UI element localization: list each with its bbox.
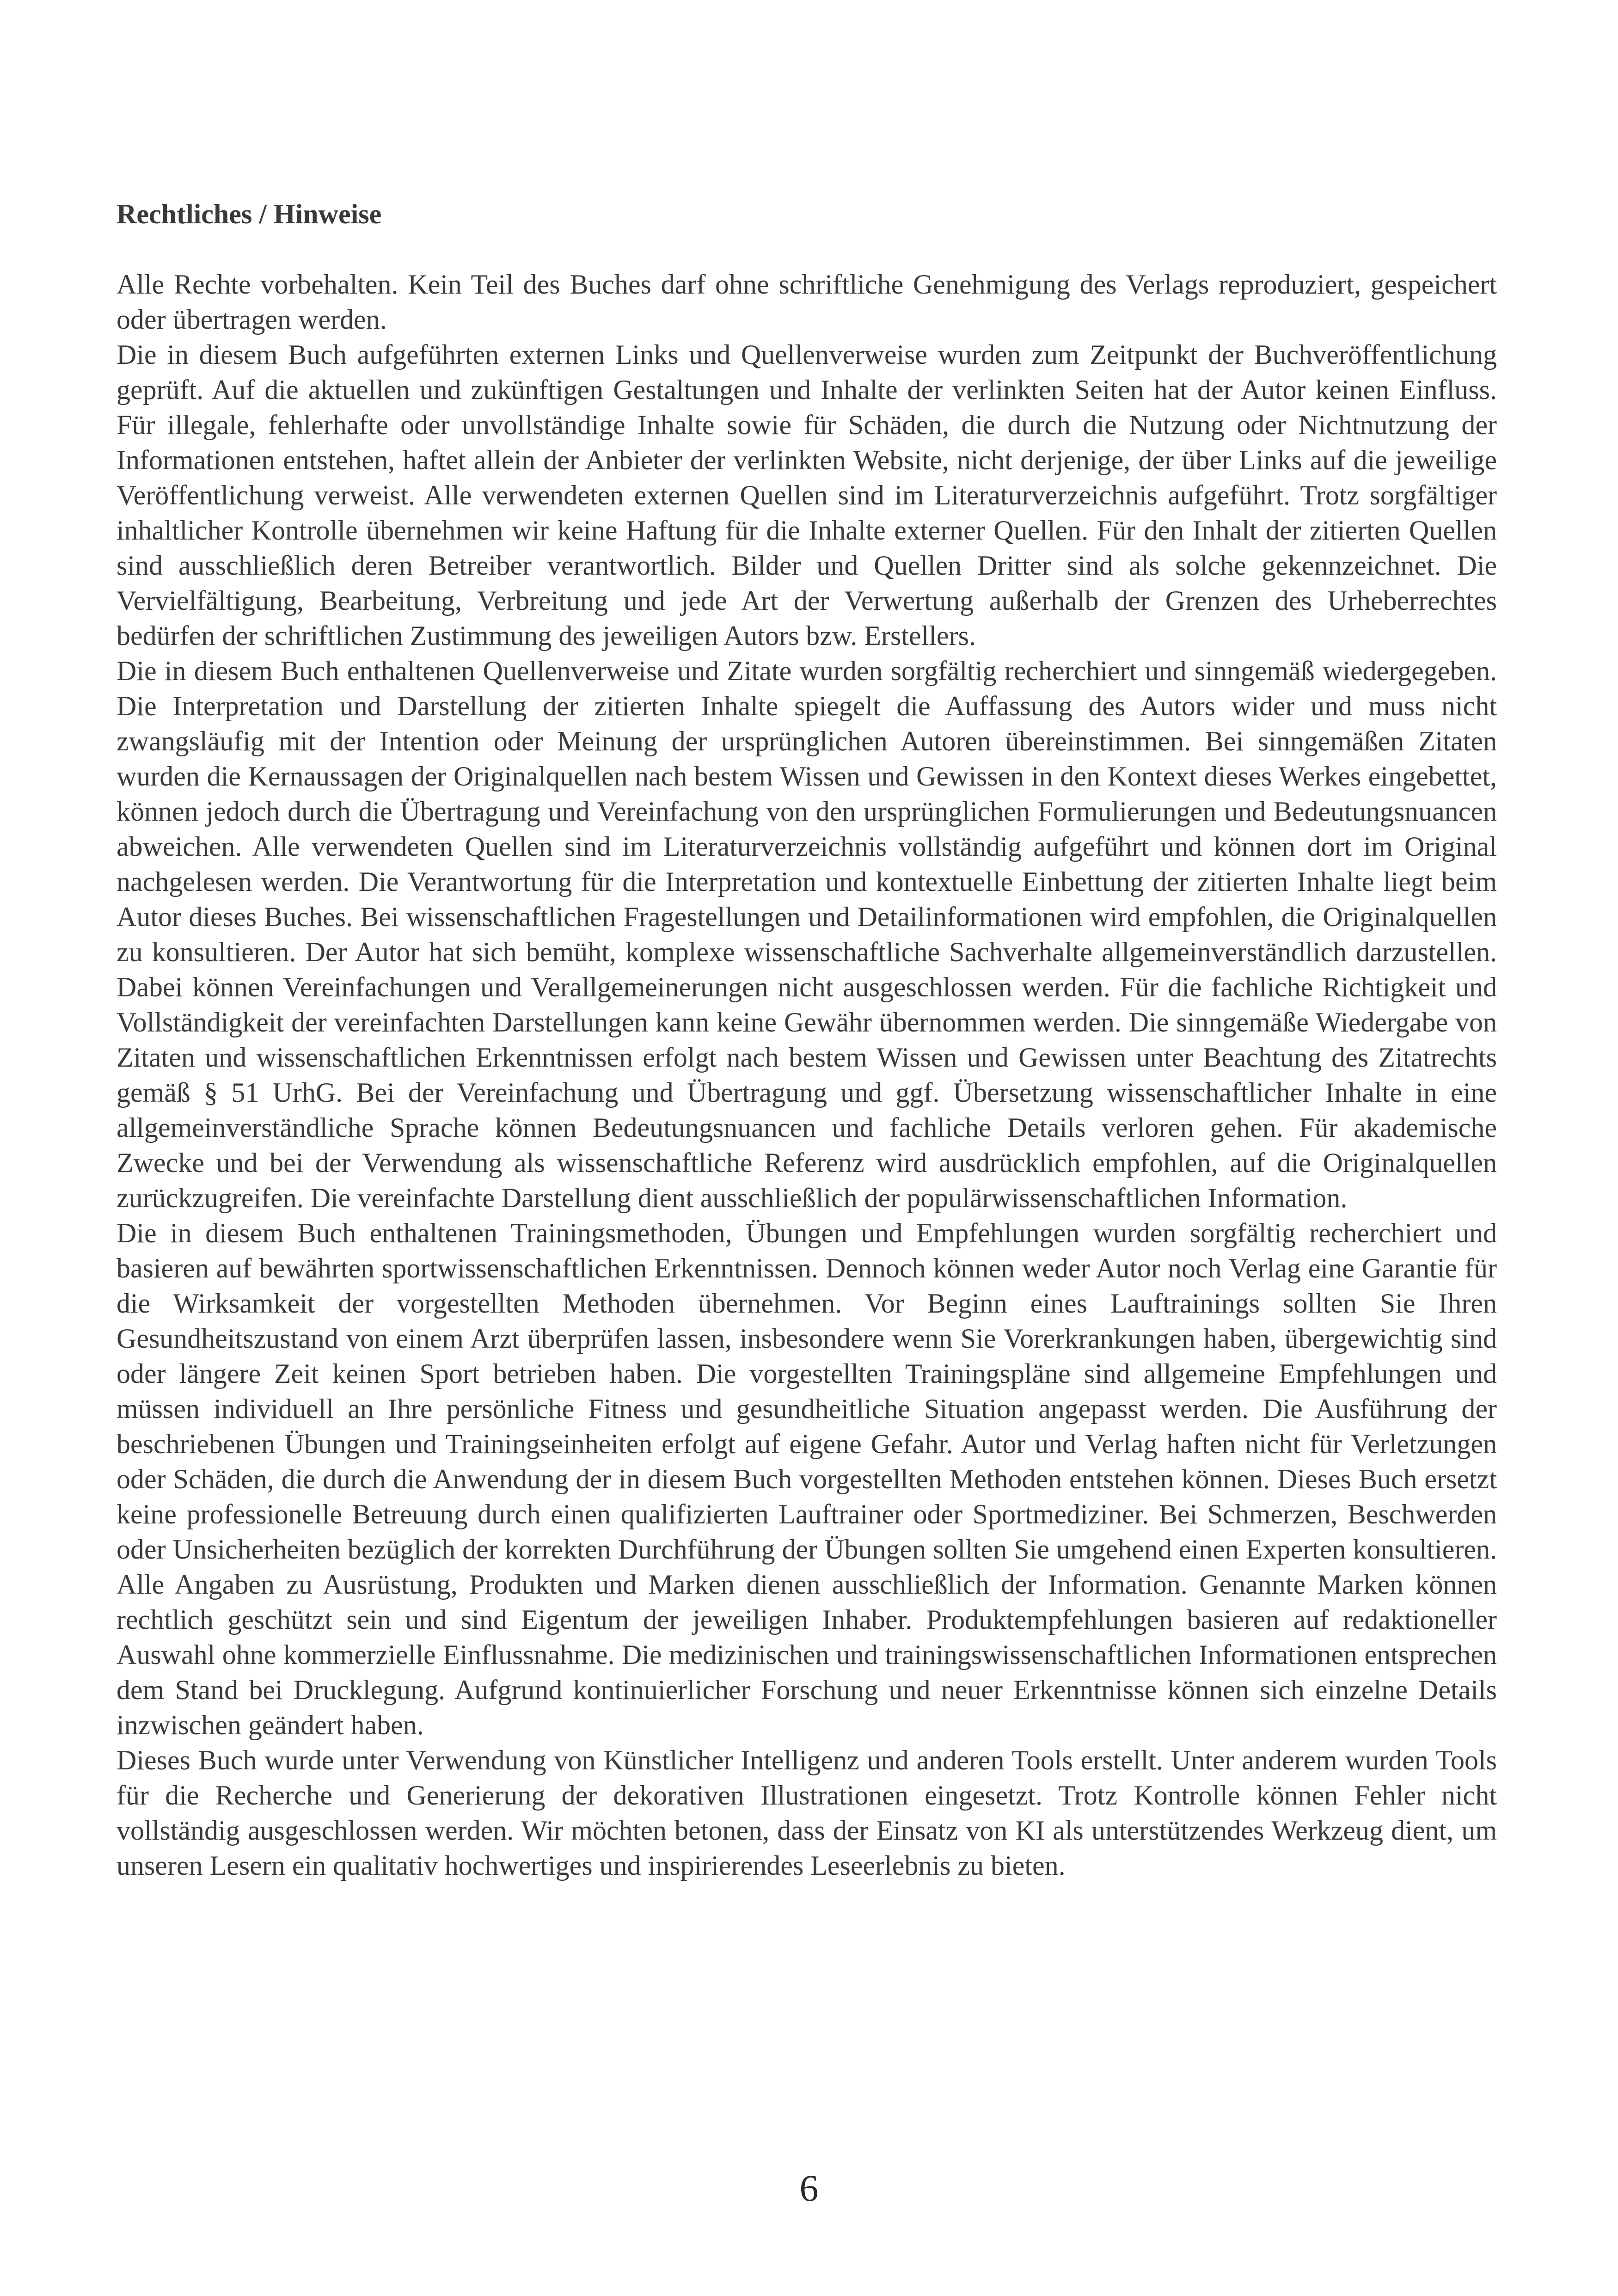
paragraph-training-disclaimer: Die in diesem Buch enthaltenen Trainingsmethoden, Übungen und Empfehlungen wurden sorgfältig recherchiert und basieren auf bewährten sportwissenschaftlichen Erkenntnissen. Dennoch können weder Autor noch Verlag eine Garantie für die Wirksamkeit der vorgestellten Methoden übernehmen. Vor Beginn eines Lauftrainings sollten Sie Ihren Gesundheitszustand von einem Arzt überprüfen lassen, insbesondere wenn Sie Vorerkrankungen haben, übergewichtig sind oder längere Zeit keinen Sport betrieben haben. Die vorgestellten Trainingspläne sind allgemeine Empfehlungen und müssen individuell an Ihre persönliche Fitness und gesundheitliche Situation angepasst werden. Die Ausführung der beschriebenen Übungen und Trainingseinheiten erfolgt auf eigene Gefahr. Autor und Verlag haften nicht für Verletzungen oder Schäden, die durch die Anwendung der in diesem Buch vorgestellten Methoden entstehen können. Dieses Buch ersetzt keine professionelle Betreuung durch einen qualifizierten Lauftrainer oder Sportmediziner. Bei Schmerzen, Beschwerden oder Unsicherheiten bezüglich der korrekten Durchführung der Übungen sollten Sie umgehend einen Experten konsultieren. Alle Angaben zu Ausrüstung, Produkten und Marken dienen ausschließlich der Information. Genannte Marken können rechtlich geschützt sein und sind Eigentum der jeweiligen Inhaber. Produktempfehlungen basieren auf redaktioneller Auswahl ohne kommerzielle Einflussnahme. Die medizinischen und trainingswissenschaftlichen Informationen entsprechen dem Stand bei Drucklegung. Aufgrund kontinuierlicher Forschung und neuer Erkenntnisse können sich einzelne Details inzwischen geändert haben. — [116, 1218, 1497, 1740]
legal-notice-section — [116, 196, 1497, 1883]
section-heading: Rechtliches / Hinweise — [116, 199, 382, 229]
page-number: 6 — [799, 2167, 819, 2209]
paragraph-copyright: Alle Rechte vorbehalten. Kein Teil des Buches darf ohne schriftliche Genehmigung des Verlags reproduziert, gespeichert oder übertragen werden. — [116, 269, 1497, 335]
paragraph-citations: Die in diesem Buch enthaltenen Quellenverweise und Zitate wurden sorgfältig recherchiert und sinngemäß wiedergegeben. Die Interpretation und Darstellung der zitierten Inhalte spiegelt die Auffassung des Autors wider und muss nicht zwangsläufig mit der Intention oder Meinung der ursprünglichen Autoren übereinstimmen. Bei sinngemäßen Zitaten wurden die Kernaussagen der Originalquellen nach bestem Wissen und Gewissen in den Kontext dieses Werkes eingebettet, können jedoch durch die Übertragung und Vereinfachung von den ursprünglichen Formulierungen und Bedeutungsnuancen abweichen. Alle verwendeten Quellen sind im Literaturverzeichnis vollständig aufgeführt und können dort im Original nachgelesen werden. Die Verantwortung für die Interpretation und kontextuelle Einbettung der zitierten Inhalte liegt beim Autor dieses Buches. Bei wissenschaftlichen Fragestellungen und Detailinformationen wird empfohlen, die Originalquellen zu konsultieren. Der Autor hat sich bemüht, komplexe wissenschaftliche Sachverhalte allgemeinverständlich darzustellen. Dabei können Vereinfachungen und Verallgemeinerungen nicht ausgeschlossen werden. Für die fachliche Richtigkeit und Vollständigkeit der vereinfachten Darstellungen kann keine Gewähr übernommen werden. Die sinngemäße Wiedergabe von Zitaten und wissenschaftlichen Erkenntnissen erfolgt nach bestem Wissen und Gewissen unter Beachtung des Zitatrechts gemäß § 51 UrhG. Bei der Vereinfachung und Übertragung und ggf. Übersetzung wissenschaftlicher Inhalte in eine allgemeinverständliche Sprache können Bedeutungsnuancen und fachliche Details verloren gehen. Für akademische Zwecke und bei der Verwendung als wissenschaftliche Referenz wird ausdrücklich empfohlen, auf die Originalquellen zurückzugreifen. Die vereinfachte Darstellung dient ausschließlich der populärwissenschaftlichen Information. — [116, 656, 1497, 1213]
paragraph-ai-notice: Dieses Buch wurde unter Verwendung von Künstlicher Intelligenz und anderen Tools erstellt. Unter anderem wurden Tools für die Recherche und Generierung der dekorativen Illustrationen eingesetzt. Trotz Kontrolle können Fehler nicht vollständig ausgeschlossen werden. Wir möchten betonen, dass der Einsatz von KI als unterstützendes Werkzeug dient, um unseren Lesern ein qualitativ hochwertiges und inspirierendes Leseerlebnis zu bieten. — [116, 1745, 1497, 1881]
paragraph-external-links: Die in diesem Buch aufgeführten externen Links und Quellenverweise wurden zum Zeitpunkt der Buchveröffentlichung geprüft. Auf die aktuellen und zukünftigen Gestaltungen und Inhalte der verlinkten Seiten hat der Autor keinen Einfluss. Für illegale, fehlerhafte oder unvollständige Inhalte sowie für Schäden, die durch die Nutzung oder Nichtnutzung der Informationen entstehen, haftet allein der Anbieter der verlinkten Website, nicht derjenige, der über Links auf die jeweilige Veröffentlichung verweist. Alle verwendeten externen Quellen sind im Literaturverzeichnis aufgeführt. Trotz sorgfältiger inhaltlicher Kontrolle übernehmen wir keine Haftung für die Inhalte externer Quellen. Für den Inhalt der zitierten Quellen sind ausschließlich deren Betreiber verantwortlich. Bilder und Quellen Dritter sind als solche gekennzeichnet. Die Vervielfältigung, Bearbeitung, Verbreitung und jede Art der Verwertung außerhalb der Grenzen des Urheberrechtes bedürfen der schriftlichen Zustimmung des jeweiligen Autors bzw. Erstellers. — [116, 339, 1497, 651]
